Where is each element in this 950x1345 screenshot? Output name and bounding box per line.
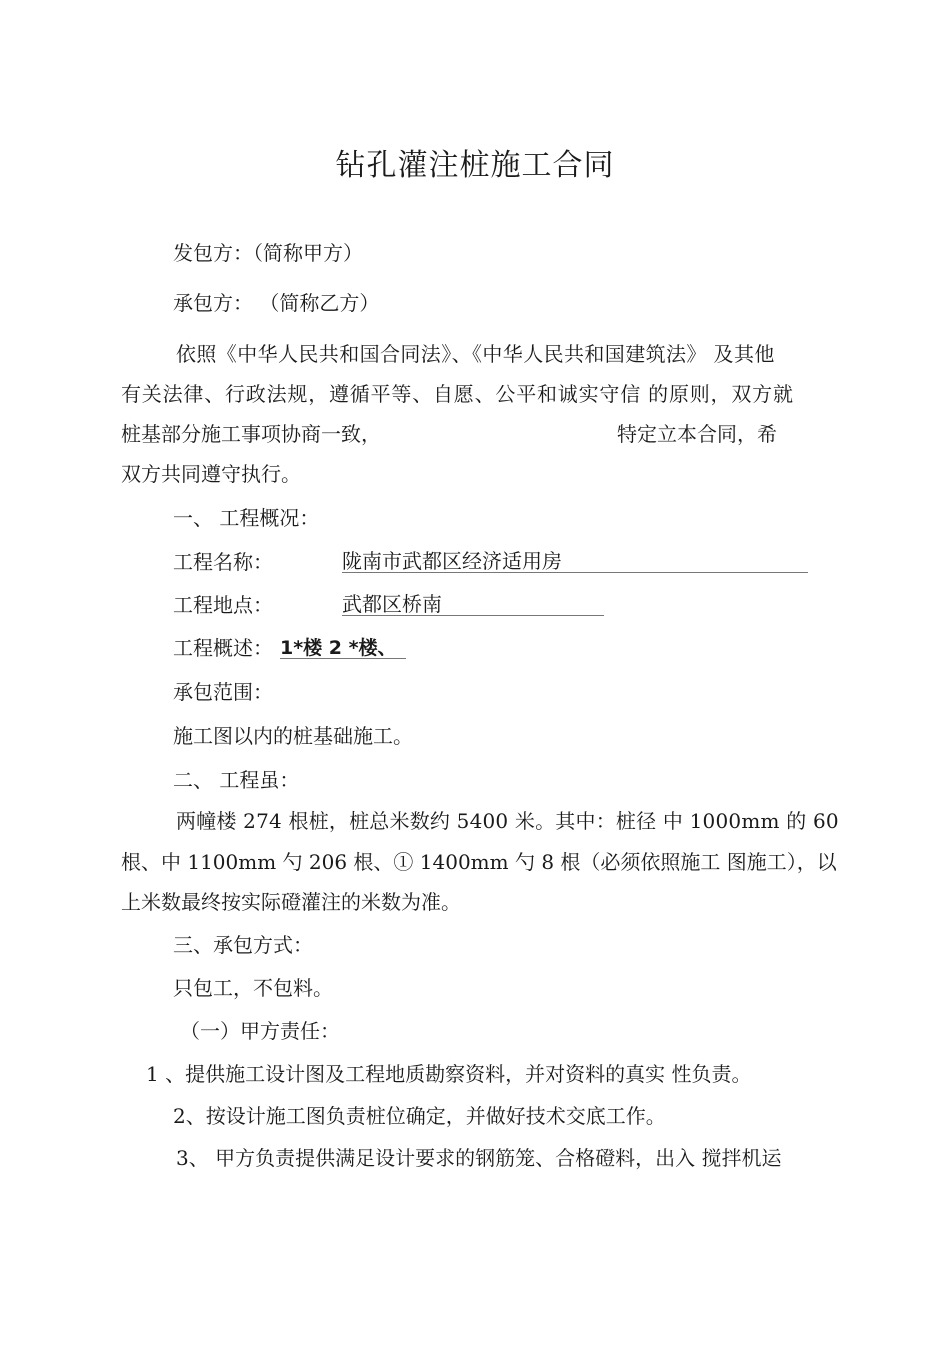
duty-item-1: 1 、提供施工设计图及工程地质勘察资料，并对资料的真实 性负责。 [146,1062,752,1086]
intro-line-1: 依照《中华人民共和国合同法》、《中华人民共和国建筑法》 及其他 [176,342,775,366]
project-location-value: 武都区桥南 [342,592,442,616]
project-location-underline [342,615,604,616]
scope-label: 承包范围： [173,680,273,704]
section2-heading: 二、 工程虽： [173,768,300,792]
project-name-underline [342,572,808,573]
intro-line-3b: 特定立本合同，希 [617,422,777,446]
scope-value: 施工图以内的桩基础施工。 [173,724,413,748]
contract-method: 只包工，不包料。 [173,976,333,1000]
contractor-line: 承包方： （简称乙方） [173,291,380,315]
party-a-duties-heading: （一）甲方责任： [180,1019,340,1043]
intro-line-4: 双方共同遵守执行。 [121,462,301,486]
project-name-label: 工程名称： [173,550,273,574]
project-location-label: 工程地点： [173,593,273,617]
duty-item-2: 2、按设计施工图负责桩位确定，并做好技术交底工作。 [173,1104,666,1128]
intro-line-2: 有关法律、行政法规，遵循平等、自愿、公平和诚实守信 的原则，双方就 [121,382,794,406]
project-summary-underline [280,658,406,659]
project-summary-value: 1*楼 2 *楼、 [280,637,397,659]
quantity-line-2: 根、中 1100mm 勺 206 根、① 1400mm 勺 8 根（必须依照施工 图施工），以 [121,850,837,874]
duty-item-3: 3、 甲方负责提供满足设计要求的钢筋笼、合格磴料，出入 搅拌机运 [176,1146,782,1170]
project-summary-label: 工程概述： [173,636,273,660]
project-name-value: 陇南市武都区经济适用房 [342,549,562,573]
intro-line-3a: 桩基部分施工事项协商一致， [121,422,381,446]
quantity-line-3: 上米数最终按实际磴灌注的米数为准。 [121,890,461,914]
employer-line: 发包方：（简称甲方） [173,241,363,265]
section3-heading: 三、承包方式： [173,933,313,957]
section1-heading: 一、 工程概况： [173,506,320,530]
quantity-line-1: 两幢楼 274 根桩，桩总米数约 5400 米。其中：桩径 中 1000mm 的 60 [176,809,839,833]
document-title: 钻孔灌注桩施工合同 [335,148,615,183]
